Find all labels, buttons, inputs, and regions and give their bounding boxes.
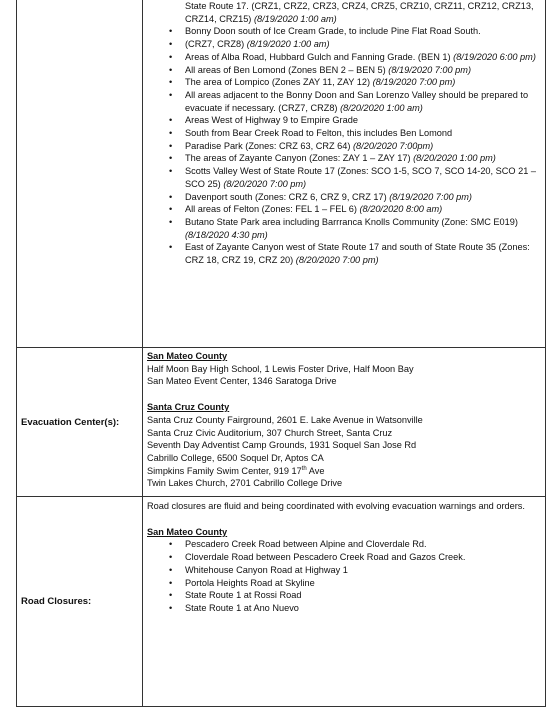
evacuation-order-list bbox=[143, 25, 545, 266]
road-closure-list bbox=[143, 538, 545, 614]
road-closure-item: • State Route 1 at Rossi Road bbox=[143, 589, 545, 602]
order-time: (8/19/2020 6:00 pm) bbox=[453, 51, 536, 62]
santa-cruz-centers bbox=[143, 401, 545, 490]
road-closure-item: • Whitehouse Canyon Road at Highway 1 bbox=[143, 564, 545, 577]
center-line: Seventh Day Adventist Camp Grounds, 1931 Soquel San Jose Rd bbox=[147, 440, 417, 451]
evacuation-orders-row bbox=[17, 0, 546, 348]
order-time: (8/19/2020 7:00 pm) bbox=[389, 191, 472, 202]
continuation-line bbox=[143, 0, 545, 25]
order-text: The area of Lompico (Zones ZAY 11, ZAY 12) bbox=[185, 77, 371, 88]
evacuation-order-item bbox=[143, 76, 545, 89]
road-closures-row bbox=[17, 497, 546, 707]
san-mateo-centers bbox=[143, 348, 545, 388]
evacuation-order-item bbox=[143, 127, 545, 140]
center-line: Cabrillo College, 6500 Soquel Dr, Aptos CA bbox=[147, 452, 324, 463]
center-line: San Mateo Event Center, 1346 Saratoga Drive bbox=[147, 376, 337, 387]
center-line: Santa Cruz County Fairground, 2601 E. Lake Avenue in Watsonville bbox=[147, 414, 423, 425]
order-time: (8/19/2020 1:00 am) bbox=[246, 39, 330, 50]
evacuation-order-item bbox=[143, 152, 545, 165]
spacer bbox=[143, 388, 545, 401]
evacuation-order-item bbox=[143, 38, 545, 51]
order-text: Bonny Doon south of Ice Cream Grade, to include Pine Flat Road South. bbox=[185, 26, 481, 37]
order-text: All areas of Felton (Zones: FEL 1 – FEL 6) bbox=[185, 204, 357, 215]
order-time: (8/20/2020 7:00 pm) bbox=[295, 255, 379, 266]
center-line-simpkins bbox=[147, 465, 539, 478]
evacuation-order-item bbox=[143, 241, 545, 266]
evacuation-centers-row bbox=[17, 348, 546, 497]
evacuation-order-item bbox=[143, 64, 545, 77]
simpkins-suffix: Ave bbox=[306, 465, 325, 476]
order-text: (CRZ7, CRZ8) bbox=[185, 39, 245, 50]
evacuation-orders-label-cell bbox=[17, 0, 143, 348]
evacuation-order-item bbox=[143, 25, 545, 38]
order-text: Butano State Park area including Barrranca Knolls Community (Zone: SMC E019) bbox=[185, 216, 518, 227]
road-closure-item: • Pescadero Creek Road between Alpine and Cloverdale Rd. bbox=[143, 538, 545, 551]
evacuation-order-item bbox=[143, 191, 545, 204]
order-text: South from Bear Creek Road to Felton, this includes Ben Lomond bbox=[185, 128, 453, 139]
evacuation-centers-content-cell bbox=[143, 348, 546, 497]
order-time: (8/19/2020 7:00 pm) bbox=[388, 64, 472, 75]
order-text: Davenport south (Zones: CRZ 6, CRZ 9, CRZ 17) bbox=[185, 191, 387, 202]
evacuation-order-item bbox=[143, 216, 545, 241]
order-text: Paradise Park (Zones: CRZ 63, CRZ 64) bbox=[185, 140, 351, 151]
san-mateo-heading: San Mateo County bbox=[147, 351, 228, 361]
order-time: (8/20/2020 7:00 pm) bbox=[223, 178, 307, 189]
spacer bbox=[143, 513, 545, 526]
evacuation-order-item bbox=[143, 114, 545, 127]
order-time: (8/20/2020 1:00 pm) bbox=[413, 153, 496, 164]
order-text: Areas West of Highway 9 to Empire Grade bbox=[185, 115, 358, 126]
order-time: (8/20/2020 8:00 am) bbox=[359, 204, 443, 215]
evacuation-order-item bbox=[143, 165, 545, 190]
continuation-time: (8/19/2020 1:00 am) bbox=[253, 13, 337, 24]
road-closure-item: • Cloverdale Road between Pescadero Creek Road and Gazos Creek. bbox=[143, 551, 545, 564]
evacuation-centers-label: Evacuation Center(s): bbox=[17, 348, 143, 497]
road-closure-item: • State Route 1 at Ano Nuevo bbox=[143, 602, 545, 615]
road-closure-item: • Portola Heights Road at Skyline bbox=[143, 577, 545, 590]
order-time: (8/19/2020 7:00 pm) bbox=[372, 77, 456, 88]
order-text: Areas of Alba Road, Hubbard Gulch and Fanning Grade. (BEN 1) bbox=[185, 51, 451, 62]
order-text: All areas adjacent to the Bonny Doon and San Lorenzo Valley should be prepared to evacuate if necessary. (CRZ7, CRZ8) bbox=[185, 89, 529, 113]
center-line: Twin Lakes Church, 2701 Cabrillo College Drive bbox=[147, 478, 343, 489]
simpkins-superscript: th bbox=[301, 465, 307, 472]
evacuation-order-item bbox=[143, 89, 545, 114]
road-closures-intro: Road closures are fluid and being coordinated with evolving evacuation warnings and orders. bbox=[147, 501, 525, 511]
order-text: All areas of Ben Lomond (Zones BEN 2 – BEN 5) bbox=[185, 64, 386, 75]
order-time: (8/18/2020 4:30 pm) bbox=[185, 229, 268, 240]
santa-cruz-heading: Santa Cruz County bbox=[147, 402, 230, 413]
evacuation-order-item bbox=[143, 203, 545, 216]
center-line: Santa Cruz Civic Auditorium, 307 Church Street, Santa Cruz bbox=[147, 427, 393, 438]
road-closures-label: Road Closures: bbox=[17, 497, 143, 707]
order-text: Scotts Valley West of State Route 17 (Zones: SCO 1-5, SCO 7, SCO 14-20, SCO 21 – SCO 25) bbox=[185, 166, 536, 189]
order-text: The areas of Zayante Canyon (Zones: ZAY 1 – ZAY 17) bbox=[185, 153, 411, 164]
simpkins-prefix: Simpkins Family Swim Center, 919 17 bbox=[147, 465, 302, 476]
evacuation-orders-content-cell bbox=[143, 0, 546, 348]
order-text: East of Zayante Canyon west of State Route 17 and south of State Route 35 (Zones: CRZ 18, CRZ 19, CRZ 20) bbox=[185, 242, 530, 266]
road-closures-content-cell bbox=[143, 497, 546, 707]
road-san-mateo-heading: San Mateo County bbox=[147, 526, 228, 537]
center-line: Half Moon Bay High School, 1 Lewis Foster Drive, Half Moon Bay bbox=[147, 363, 414, 374]
order-time: (8/20/2020 7:00pm) bbox=[353, 140, 434, 151]
order-time: (8/20/2020 1:00 am) bbox=[340, 102, 423, 113]
info-table bbox=[16, 0, 546, 707]
evacuation-order-item bbox=[143, 140, 545, 153]
evacuation-order-item bbox=[143, 51, 545, 64]
continuation-text: State Route 17. (CRZ1, CRZ2, CRZ3, CRZ4, CRZ5, CRZ10, CRZ11, CRZ12, CRZ13, CRZ14, CRZ15) bbox=[185, 1, 534, 24]
